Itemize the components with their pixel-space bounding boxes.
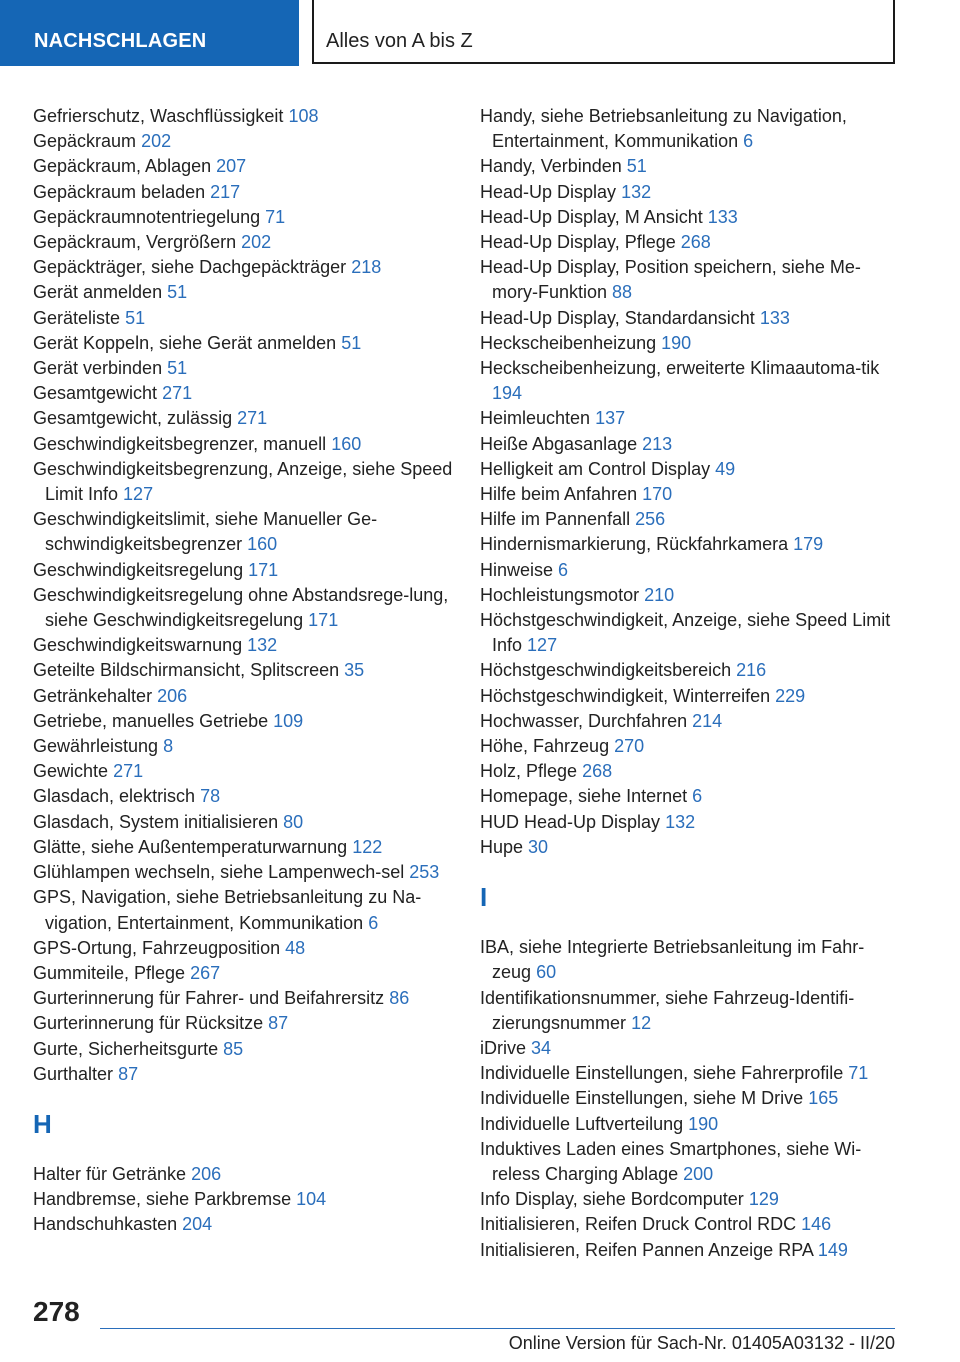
index-term: Hochleistungsmotor bbox=[480, 584, 640, 605]
page-link[interactable]: 179 bbox=[793, 534, 824, 555]
page-link[interactable]: 268 bbox=[582, 761, 613, 782]
index-term: Geschwindigkeitslimit, siehe Manueller Ge-schwindigkeitsbegrenzer bbox=[33, 509, 378, 555]
page-link[interactable]: 190 bbox=[688, 1113, 719, 1134]
index-entry bbox=[480, 1187, 900, 1212]
page-link[interactable]: 171 bbox=[248, 559, 279, 580]
page-link[interactable]: 122 bbox=[352, 836, 383, 857]
index-entry bbox=[33, 406, 453, 431]
page-link[interactable]: 270 bbox=[614, 736, 645, 757]
index-entry bbox=[33, 1212, 453, 1237]
index-entry bbox=[33, 255, 453, 280]
index-entry bbox=[33, 583, 453, 633]
page-link[interactable]: 6 bbox=[692, 786, 703, 807]
index-entry bbox=[33, 457, 453, 507]
page-link[interactable]: 6 bbox=[743, 131, 754, 152]
index-column-right bbox=[480, 104, 900, 1263]
index-term: Handy, siehe Betriebsanleitung zu Navigation, Entertainment, Kommunikation bbox=[480, 106, 847, 152]
index-term: Gummiteile, Pflege bbox=[33, 962, 186, 983]
index-entry bbox=[480, 104, 900, 154]
index-term: Höchstgeschwindigkeit, Winterreifen bbox=[480, 685, 771, 706]
index-term: Heimleuchten bbox=[480, 408, 591, 429]
index-term: GPS-Ortung, Fahrzeugposition bbox=[33, 937, 281, 958]
page-link[interactable]: 256 bbox=[635, 509, 666, 530]
index-term: Gerät verbinden bbox=[33, 358, 163, 379]
footer-text: Online Version für Sach-Nr. 01405A03132 - II/20 bbox=[508, 1333, 895, 1353]
page-link[interactable]: 132 bbox=[665, 811, 696, 832]
page-link[interactable]: 71 bbox=[265, 206, 286, 227]
page-link[interactable]: 216 bbox=[736, 660, 767, 681]
index-term: Gepäckraum beladen bbox=[33, 181, 206, 202]
index-term: Glühlampen wechseln, siehe Lampenwech-sel bbox=[33, 862, 405, 883]
index-entry bbox=[33, 104, 453, 129]
index-entry bbox=[33, 1162, 453, 1187]
index-entry bbox=[480, 784, 900, 809]
index-entry bbox=[33, 432, 453, 457]
index-entry bbox=[33, 280, 453, 305]
page-link[interactable]: 8 bbox=[163, 736, 174, 757]
index-entry bbox=[33, 154, 453, 179]
index-entry bbox=[480, 734, 900, 759]
index-entry bbox=[480, 532, 900, 557]
index-term: Gepäckraum bbox=[33, 131, 137, 152]
page-link[interactable]: 133 bbox=[759, 307, 790, 328]
index-entry bbox=[33, 306, 453, 331]
page-link[interactable]: 190 bbox=[661, 332, 692, 353]
index-term: Höhe, Fahrzeug bbox=[480, 736, 610, 757]
page-link[interactable]: 217 bbox=[210, 181, 241, 202]
page-link[interactable]: 51 bbox=[167, 358, 188, 379]
index-entry bbox=[480, 1212, 900, 1237]
page-link[interactable]: 108 bbox=[288, 106, 319, 126]
index-term: Gurterinnerung für Rücksitze bbox=[33, 1013, 264, 1034]
index-entry bbox=[480, 406, 900, 431]
index-term: Hochwasser, Durchfahren bbox=[480, 710, 688, 731]
index-entry bbox=[480, 759, 900, 784]
page-link[interactable]: 49 bbox=[715, 458, 736, 479]
page-link[interactable]: 271 bbox=[113, 761, 144, 782]
index-entry bbox=[33, 885, 453, 935]
index-entry bbox=[33, 986, 453, 1011]
index-entry bbox=[480, 154, 900, 179]
index-entry bbox=[480, 205, 900, 230]
index-entry bbox=[480, 810, 900, 835]
page-link[interactable]: 210 bbox=[644, 584, 675, 605]
index-term: Gurterinnerung für Fahrer- und Beifahrersitz bbox=[33, 988, 385, 1009]
index-entry bbox=[33, 759, 453, 784]
index-term: Gurte, Sicherheitsgurte bbox=[33, 1038, 219, 1059]
index-term: Geräteliste bbox=[33, 307, 121, 328]
index-entry bbox=[33, 129, 453, 154]
index-entry bbox=[33, 961, 453, 986]
page-link[interactable]: 146 bbox=[801, 1214, 832, 1235]
index-term: Hilfe beim Anfahren bbox=[480, 484, 638, 505]
index-term: IBA, siehe Integrierte Betriebsanleitung im Fahr-zeug bbox=[480, 937, 865, 983]
index-term: Heckscheibenheizung, erweiterte Klimaautoma-tik bbox=[480, 358, 880, 379]
index-term: Geschwindigkeitsbegrenzer, manuell bbox=[33, 433, 327, 454]
index-column-left bbox=[33, 104, 453, 1238]
page-link[interactable]: 87 bbox=[118, 1063, 139, 1084]
page-number: 278 bbox=[33, 1296, 80, 1327]
index-term: Hilfe im Pannenfall bbox=[480, 509, 631, 530]
index-term: Individuelle Einstellungen, siehe Fahrerprofile bbox=[480, 1063, 844, 1084]
index-term: Höchstgeschwindigkeitsbereich bbox=[480, 660, 732, 681]
index-entry bbox=[33, 1187, 453, 1212]
index-term: Handy, Verbinden bbox=[480, 156, 622, 177]
page-link[interactable]: 51 bbox=[167, 282, 188, 303]
index-term: Gepäckträger, siehe Dachgepäckträger bbox=[33, 257, 347, 278]
index-letter-heading: H bbox=[33, 1108, 52, 1139]
index-term: Hindernismarkierung, Rückfahrkamera bbox=[480, 534, 789, 555]
index-term: Hupe bbox=[480, 836, 524, 857]
index-term: Gesamtgewicht bbox=[33, 383, 158, 404]
page-link[interactable]: 51 bbox=[125, 307, 146, 328]
index-term: Holz, Pflege bbox=[480, 761, 578, 782]
index-term: Heiße Abgasanlage bbox=[480, 433, 638, 454]
index-entry bbox=[33, 860, 453, 885]
index-entry bbox=[33, 1011, 453, 1036]
index-term: Gewährleistung bbox=[33, 736, 159, 757]
index-entry bbox=[33, 810, 453, 835]
index-term: Induktives Laden eines Smartphones, siehe Wi-reless Charging Ablage bbox=[480, 1138, 862, 1184]
page-link[interactable]: 6 bbox=[368, 912, 379, 933]
index-term: Initialisieren, Reifen Druck Control RDC bbox=[480, 1214, 797, 1235]
index-entry bbox=[33, 633, 453, 658]
page-link[interactable]: 204 bbox=[182, 1214, 213, 1235]
index-term: Getriebe, manuelles Getriebe bbox=[33, 710, 269, 731]
page-link[interactable]: 87 bbox=[268, 1013, 289, 1034]
index-letter-heading: I bbox=[480, 882, 488, 913]
index-entry bbox=[480, 255, 900, 305]
index-entry bbox=[480, 709, 900, 734]
index-entry bbox=[480, 658, 900, 683]
page-link[interactable]: 207 bbox=[216, 156, 247, 177]
index-entry bbox=[480, 1086, 900, 1111]
page-link[interactable]: 104 bbox=[296, 1189, 327, 1210]
index-entry bbox=[480, 507, 900, 532]
index-term: Halter für Getränke bbox=[33, 1163, 187, 1184]
index-term: Individuelle Einstellungen, siehe M Drive bbox=[480, 1088, 804, 1109]
page-link[interactable]: 12 bbox=[631, 1012, 652, 1033]
index-term: Helligkeit am Control Display bbox=[480, 458, 711, 479]
index-term: Head-Up Display, Position speichern, siehe Me-mory-Funktion bbox=[480, 257, 861, 303]
index-entry bbox=[480, 1061, 900, 1086]
page-link[interactable]: 78 bbox=[200, 786, 221, 807]
index-entry bbox=[480, 608, 900, 658]
index-term: Homepage, siehe Internet bbox=[480, 786, 688, 807]
page-link[interactable]: 200 bbox=[683, 1163, 714, 1184]
page-link[interactable]: 268 bbox=[680, 232, 711, 253]
index-entry bbox=[480, 432, 900, 457]
footer-divider bbox=[100, 1328, 895, 1329]
page-link[interactable]: 206 bbox=[191, 1163, 222, 1184]
page-link[interactable]: 51 bbox=[341, 332, 362, 353]
index-entry bbox=[33, 558, 453, 583]
index-term: Glasdach, System initialisieren bbox=[33, 811, 279, 832]
index-term: Geschwindigkeitsregelung bbox=[33, 559, 244, 580]
index-entry bbox=[33, 180, 453, 205]
page-link[interactable]: 271 bbox=[162, 383, 193, 404]
index-entry bbox=[33, 709, 453, 734]
page-link[interactable]: 165 bbox=[808, 1088, 839, 1109]
page-link[interactable]: 109 bbox=[273, 710, 304, 731]
index-term: Handschuhkasten bbox=[33, 1214, 178, 1235]
index-entry bbox=[480, 1112, 900, 1137]
index-term: Gepäckraum, Vergrößern bbox=[33, 232, 237, 253]
index-entry bbox=[480, 935, 900, 985]
page-link[interactable]: 218 bbox=[351, 257, 382, 278]
page-link[interactable]: 133 bbox=[707, 206, 738, 227]
index-term: Info Display, siehe Bordcomputer bbox=[480, 1189, 744, 1210]
page-link[interactable]: 171 bbox=[308, 610, 339, 631]
index-term: Initialisieren, Reifen Pannen Anzeige RPA bbox=[480, 1239, 813, 1260]
page-link[interactable]: 170 bbox=[642, 484, 673, 505]
index-entry bbox=[480, 331, 900, 356]
index-entry bbox=[33, 784, 453, 809]
index-term: Identifikationsnummer, siehe Fahrzeug-Identifi-zierungsnummer bbox=[480, 987, 855, 1033]
chapter-title: Alles von A bis Z bbox=[312, 0, 895, 64]
index-term: Geschwindigkeitsbegrenzung, Anzeige, siehe Speed Limit Info bbox=[33, 458, 453, 505]
index-term: Hinweise bbox=[480, 559, 554, 580]
index-term: Head-Up Display, Standardansicht bbox=[480, 307, 755, 328]
page-link[interactable]: 35 bbox=[344, 660, 365, 681]
page-link[interactable]: 213 bbox=[642, 433, 673, 454]
page-link[interactable]: 160 bbox=[331, 433, 362, 454]
index-entry bbox=[480, 482, 900, 507]
page-link[interactable]: 202 bbox=[141, 131, 172, 152]
page-link[interactable]: 6 bbox=[558, 559, 569, 580]
index-term: Glasdach, elektrisch bbox=[33, 786, 196, 807]
index-entry bbox=[480, 558, 900, 583]
index-term: Head-Up Display, Pflege bbox=[480, 232, 676, 253]
index-entry bbox=[480, 835, 900, 860]
page-link[interactable]: 202 bbox=[241, 232, 272, 253]
index-entry bbox=[33, 230, 453, 255]
index-entry bbox=[33, 1062, 453, 1087]
page-link[interactable]: 30 bbox=[528, 836, 549, 857]
index-entry bbox=[33, 835, 453, 860]
page-link[interactable]: 51 bbox=[626, 156, 647, 177]
page-link[interactable]: 48 bbox=[285, 937, 306, 958]
index-term: Head-Up Display bbox=[480, 181, 617, 202]
page-link[interactable]: 214 bbox=[692, 710, 723, 731]
index-term: Glätte, siehe Außentemperaturwarnung bbox=[33, 836, 348, 857]
page-link[interactable]: 86 bbox=[389, 988, 410, 1009]
index-entry bbox=[33, 734, 453, 759]
index-entry bbox=[480, 684, 900, 709]
index-entry bbox=[33, 684, 453, 709]
page-link[interactable]: 137 bbox=[595, 408, 626, 429]
index-term: Geschwindigkeitsregelung ohne Abstandsrege-lung, siehe Geschwindigkeitsregelung bbox=[33, 584, 449, 631]
index-term: Gepäckraum, Ablagen bbox=[33, 156, 212, 177]
page-link[interactable]: 34 bbox=[531, 1037, 552, 1058]
index-term: Höchstgeschwindigkeit, Anzeige, siehe Speed Limit Info bbox=[480, 610, 891, 656]
section-tab: NACHSCHLAGEN bbox=[0, 0, 299, 66]
page-header bbox=[0, 0, 960, 66]
index-entry bbox=[33, 205, 453, 230]
index-entry bbox=[480, 986, 900, 1036]
page-link[interactable]: 132 bbox=[621, 181, 652, 202]
page-link[interactable]: 71 bbox=[848, 1063, 869, 1084]
index-term: Gerät Koppeln, siehe Gerät anmelden bbox=[33, 332, 337, 353]
index-entry bbox=[480, 306, 900, 331]
index-entry bbox=[33, 331, 453, 356]
index-term: Gerät anmelden bbox=[33, 282, 163, 303]
index-term: Head-Up Display, M Ansicht bbox=[480, 206, 703, 227]
index-entry bbox=[33, 936, 453, 961]
index-entry bbox=[480, 356, 900, 406]
index-entry bbox=[480, 1036, 900, 1061]
page-link[interactable]: 60 bbox=[536, 962, 557, 983]
index-term: GPS, Navigation, siehe Betriebsanleitung zu Na-vigation, Entertainment, Kommunikation bbox=[33, 887, 422, 933]
index-entry bbox=[480, 583, 900, 608]
index-term: Getränkehalter bbox=[33, 685, 153, 706]
index-term: Gewichte bbox=[33, 761, 109, 782]
page-link[interactable]: 149 bbox=[817, 1239, 848, 1260]
index-term: HUD Head-Up Display bbox=[480, 811, 661, 832]
page-link[interactable]: 229 bbox=[775, 685, 806, 706]
index-term: iDrive bbox=[480, 1037, 527, 1058]
index-entry bbox=[33, 381, 453, 406]
page-link[interactable]: 127 bbox=[123, 484, 154, 505]
index-entry bbox=[480, 180, 900, 205]
index-term: Gesamtgewicht, zulässig bbox=[33, 408, 233, 429]
index-term: Geschwindigkeitswarnung bbox=[33, 635, 243, 656]
index-entry bbox=[480, 230, 900, 255]
index-term: Gefrierschutz, Waschflüssigkeit bbox=[33, 106, 284, 126]
index-term: Heckscheibenheizung bbox=[480, 332, 657, 353]
page-link[interactable]: 194 bbox=[492, 383, 523, 404]
index-term: Individuelle Luftverteilung bbox=[480, 1113, 684, 1134]
index-term: Gurthalter bbox=[33, 1063, 114, 1084]
page-link[interactable]: 85 bbox=[223, 1038, 244, 1059]
page-link[interactable]: 271 bbox=[237, 408, 268, 429]
page-link[interactable]: 253 bbox=[409, 862, 440, 883]
page-link[interactable]: 267 bbox=[190, 962, 221, 983]
page-link[interactable]: 160 bbox=[247, 534, 278, 555]
index-term: Handbremse, siehe Parkbremse bbox=[33, 1189, 292, 1210]
index-term: Geteilte Bildschirmansicht, Splitscreen bbox=[33, 660, 340, 681]
page-link[interactable]: 88 bbox=[612, 282, 633, 303]
index-entry bbox=[480, 1238, 900, 1263]
index-entry bbox=[33, 507, 453, 557]
index-entry bbox=[33, 1037, 453, 1062]
index-entry bbox=[33, 658, 453, 683]
index-term: Gepäckraumnotentriegelung bbox=[33, 206, 261, 227]
page-link[interactable]: 129 bbox=[748, 1189, 779, 1210]
index-entry bbox=[33, 356, 453, 381]
page-link[interactable]: 80 bbox=[283, 811, 304, 832]
page-link[interactable]: 127 bbox=[527, 635, 558, 656]
index-entry bbox=[480, 1137, 900, 1187]
page-link[interactable]: 132 bbox=[247, 635, 278, 656]
index-entry bbox=[480, 457, 900, 482]
page-link[interactable]: 206 bbox=[157, 685, 188, 706]
